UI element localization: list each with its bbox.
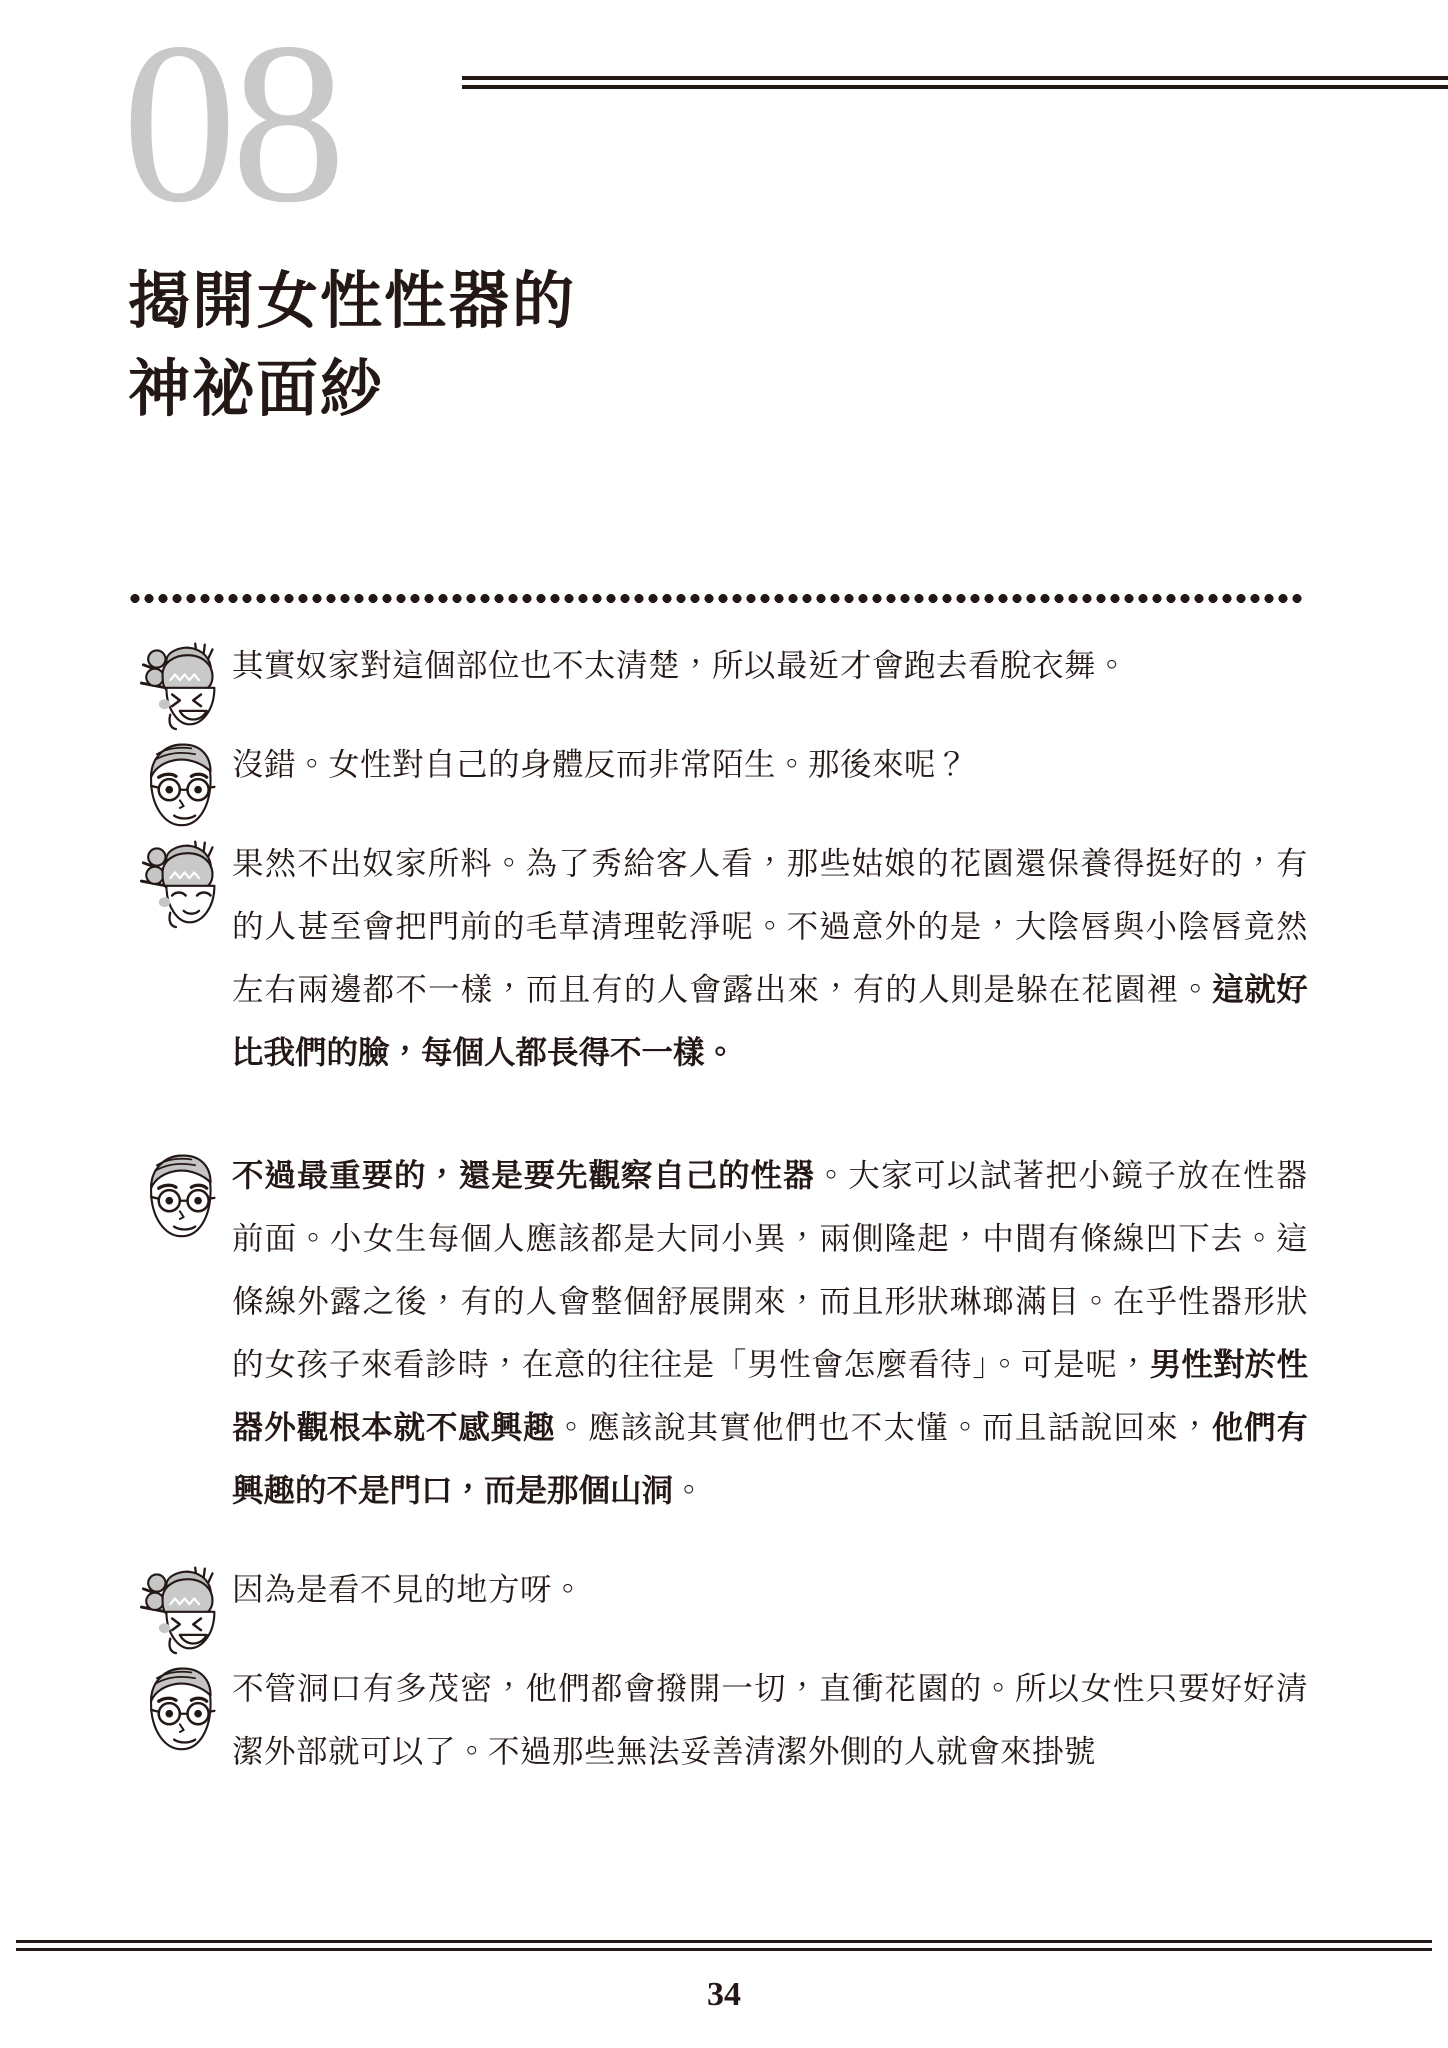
dialogue-item — [128, 1144, 1308, 1522]
rule-line-bottom — [462, 85, 1448, 89]
doctor-avatar-icon — [128, 1659, 224, 1755]
dialogue-text-bold: 這就好比我們的臉，每個人都長得不一樣。 — [232, 971, 1308, 1070]
spacer — [128, 1647, 1308, 1657]
dialogue-text — [232, 1144, 1308, 1522]
dialogue-text: 不管洞口有多茂密，他們都會撥開一切，直衝花園的。所以女性只要好好清潔外部就可以了。不過那些無法妥善清潔外側的人就會來掛號 — [232, 1671, 1308, 1769]
dialogue-text-bold: 他們有興趣的不是門口，而是那個山洞 — [232, 1409, 1308, 1508]
dialogue-text — [232, 832, 1308, 1084]
geisha-avatar-icon — [128, 636, 224, 732]
dialogue-text-bold: 不過最重要的，還是要先觀察自己的性器 — [232, 1157, 816, 1193]
rule-line-top — [462, 76, 1448, 80]
footer-double-rule — [16, 1940, 1432, 1953]
dialogue-item — [128, 832, 1308, 1084]
page-number: 34 — [707, 1976, 741, 2013]
geisha-avatar-icon — [128, 1560, 224, 1656]
dialogue-text: 沒錯。女性對自己的身體反而非常陌生。那後來呢？ — [232, 747, 969, 782]
dialogue-item — [128, 634, 1308, 697]
chapter-title — [128, 258, 1028, 434]
chapter-header-double-rule — [462, 76, 1448, 89]
dialogue-text: 其實奴家對這個部位也不太清楚，所以最近才會跑去看脫衣舞。 — [232, 648, 1129, 683]
chapter-header — [0, 0, 1448, 300]
geisha-avatar-icon — [128, 834, 224, 930]
doctor-avatar-icon — [128, 735, 224, 831]
dotted-divider — [128, 594, 1303, 603]
dialogue-text: 因為是看不見的地方呀。 — [232, 1572, 585, 1607]
dialogue-item — [128, 1558, 1308, 1621]
rule-line-bottom — [16, 1948, 1432, 1951]
dialogue-text-plain: 。大家可以試著把小鏡子放在性器前面。小女生每個人應該都是大同小異，兩側隆起，中間有條線凹下去。這條線外露之後，有的人會整個舒展開來，而且形狀琳瑯滿目。在乎性器形狀的女孩子來看診時，在意的往往是「男性會怎麼看待」。可是呢， — [232, 1158, 1308, 1382]
spacer — [128, 1110, 1308, 1144]
dialogue-list — [128, 634, 1308, 1809]
dialogue-text-plain: 。應該說其實他們也不太懂。而且話說回來， — [555, 1410, 1212, 1445]
spacer — [128, 822, 1308, 832]
spacer — [128, 723, 1308, 733]
chapter-number: 08 — [122, 0, 340, 250]
doctor-avatar-icon — [128, 1146, 224, 1242]
rule-line-top — [16, 1940, 1432, 1943]
chapter-title-line-1: 揭開女性性器的 — [128, 268, 577, 336]
dialogue-item — [128, 1657, 1308, 1783]
dialogue-text-bold: 男性對於性器外觀根本就不感興趣 — [232, 1346, 1308, 1445]
dialogue-item — [128, 733, 1308, 796]
dialogue-text-plain: 果然不出奴家所料。為了秀給客人看，那些姑娘的花園還保養得挺好的，有的人甚至會把門前的毛草清理乾淨呢。不過意外的是，大陰唇與小陰唇竟然左右兩邊都不一樣，而且有的人會露出來，有的人則是躲在花園裡。 — [232, 846, 1308, 1007]
chapter-title-line-2: 神祕面紗 — [128, 356, 385, 424]
dialogue-text-plain: 。 — [673, 1473, 706, 1508]
spacer — [128, 1548, 1308, 1558]
